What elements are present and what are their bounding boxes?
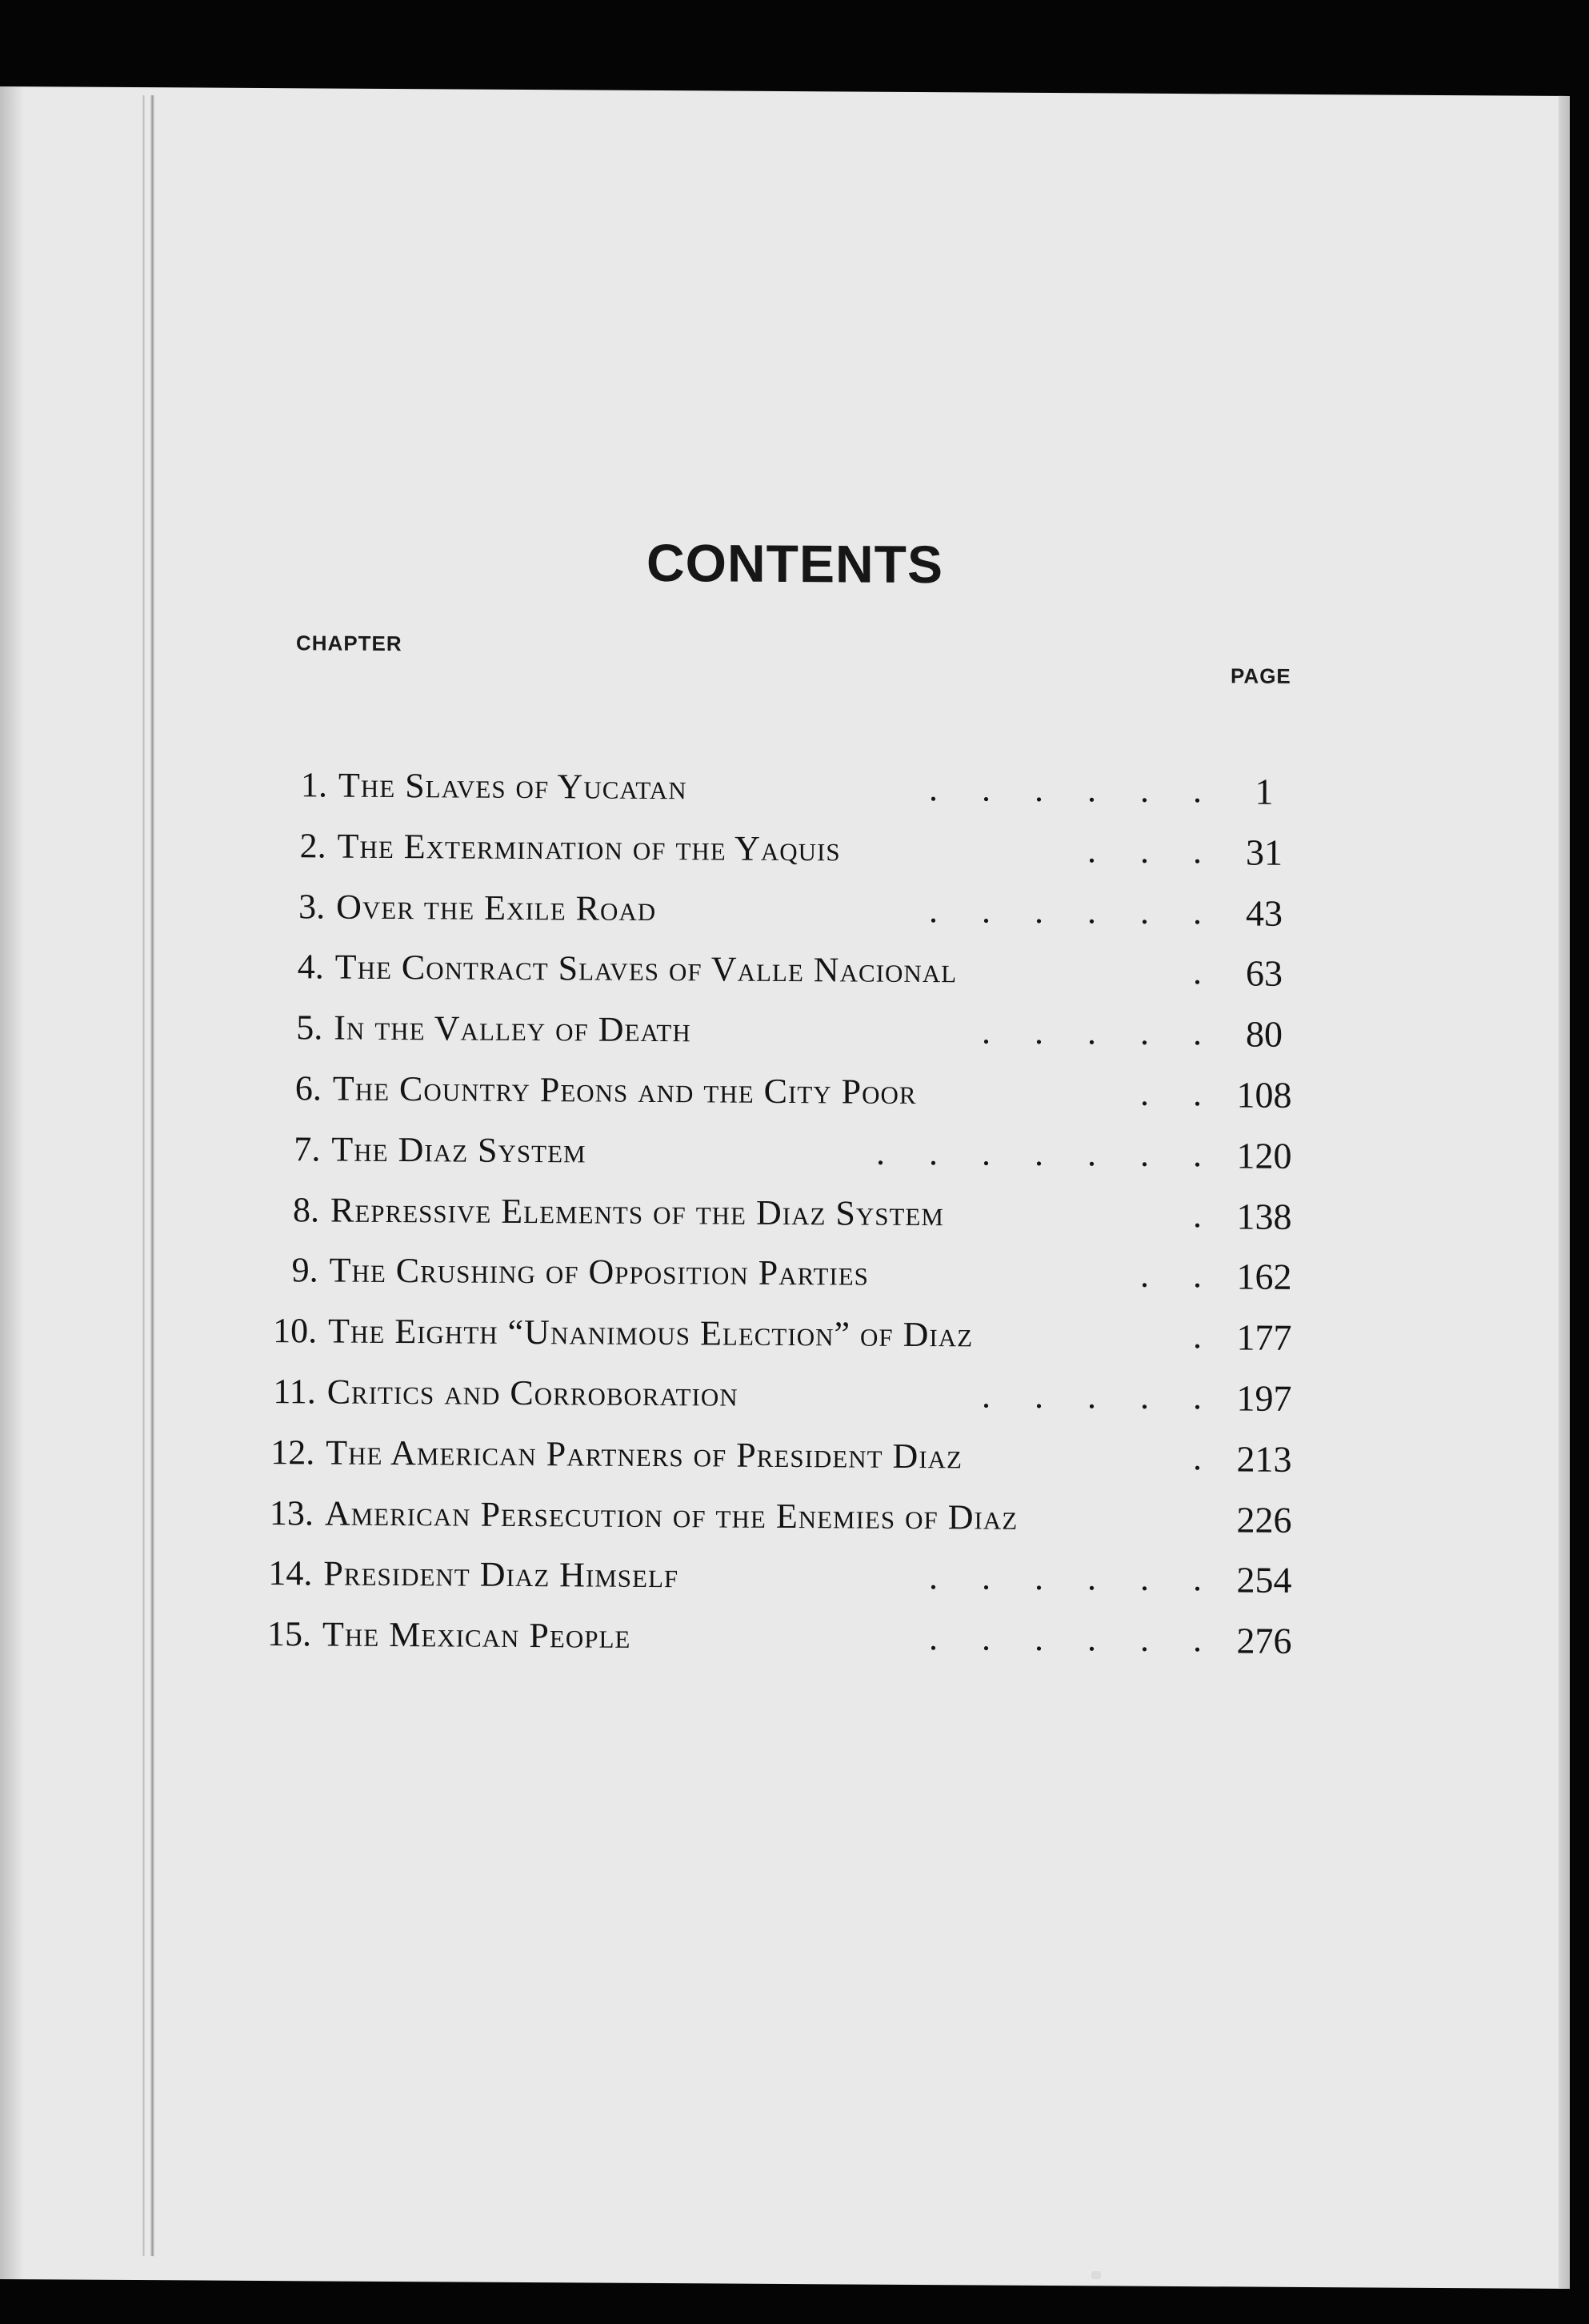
toc-entry [276,764,1296,819]
toc-entry [267,1249,1296,1304]
toc-entry-number: 10. [273,1311,318,1351]
toc-entry-number: 12. [270,1432,315,1473]
toc-entry [263,1432,1296,1486]
toc-entry-number: 11. [273,1372,316,1412]
toc-entry-leader: . [1192,952,1219,992]
toc-entry-leader: . . . [1087,831,1219,872]
toc-entry-number: 8. [293,1189,319,1230]
toc-entry-title: In the Valley of Death [334,1008,691,1050]
toc-entry-page: 213 [1236,1438,1292,1480]
toc-entry-leader: . . . . . . [929,1618,1219,1660]
toc-entry-leader: . . . . . . [928,890,1219,932]
toc-entry-leader: . . . . . . [928,1557,1219,1599]
toc-entry [275,825,1296,880]
toc-entry [268,1189,1296,1244]
chapter-column-label: CHAPTER [296,631,402,656]
toc-entry-number: 6. [294,1068,322,1108]
toc-entry-title: The Contract Slaves of Valle Nacional [334,947,958,991]
page-column-label: PAGE [1231,663,1291,688]
toc-entry-leader: . . [1139,1256,1219,1296]
toc-entry-number: 2. [299,826,326,866]
toc-entry-leader: . [1192,1437,1219,1478]
page-content [0,86,1570,2289]
toc-entry-number: 15. [267,1614,311,1654]
toc-entry-page: 177 [1236,1316,1292,1359]
toc-entry-page: 31 [1245,831,1283,873]
toc-entry-page: 226 [1236,1499,1292,1541]
toc-entry-title: The Diaz System [331,1129,586,1171]
toc-entry-title: Repressive Elements of the Diaz System [330,1190,944,1233]
toc-entry-leader: . . . . . [981,1012,1219,1053]
scan-speck [1091,2271,1101,2279]
toc-entry-title: The Crushing of Opposition Parties [329,1250,869,1294]
toc-entry [269,1128,1296,1183]
toc-entry-title: The American Partners of President Diaz [326,1432,963,1477]
toc-entry [271,1007,1296,1061]
toc-entry-leader: . [1192,1316,1219,1356]
toc-entry [265,1371,1296,1425]
toc-entry [274,886,1296,940]
toc-entry-page: 138 [1236,1196,1292,1237]
toc-entry-page: 120 [1236,1135,1292,1176]
toc-entry-number: 7. [294,1129,321,1169]
toc-entry-leader: . . [1139,1073,1219,1114]
toc-entry-page: 1 [1255,771,1274,812]
toc-entry-number: 5. [296,1008,323,1048]
toc-entry-page: 276 [1236,1620,1292,1662]
contents-heading: CONTENTS [646,532,943,595]
toc-entry-number: 4. [297,947,324,987]
toc-entry-title: American Persecution of the Enemies of Diaz [324,1493,1019,1537]
toc-entry-page: 197 [1236,1377,1292,1419]
toc-entry-page: 63 [1245,952,1283,995]
book-page [0,86,1570,2289]
toc-entry-page: 108 [1236,1074,1292,1116]
toc-entry-title: The Extermination of the Yaquis [337,826,841,869]
toc-entry [266,1310,1296,1364]
toc-entry-page: 43 [1245,892,1283,934]
toc-entry-leader: . . . . . . [929,769,1219,811]
toc-entry [260,1613,1296,1668]
toc-entry-number: 13. [269,1493,314,1533]
toc-entry [273,946,1296,1000]
toc-entry-leader: . . . . . . . [875,1132,1219,1175]
toc-entry-title: The Mexican People [322,1614,631,1657]
toc-entry-title: The Slaves of Yucatan [338,765,687,807]
toc-entry-number: 9. [291,1250,318,1290]
toc-entry-page: 80 [1245,1013,1283,1055]
toc-entry-page: 254 [1236,1559,1292,1601]
toc-entry [262,1493,1296,1547]
toc-entry-page: 162 [1236,1256,1292,1298]
toc-entry-number: 14. [268,1553,313,1593]
toc-entry [270,1068,1296,1122]
toc-entry-title: Critics and Corroboration [326,1372,738,1414]
toc-entry-number: 3. [298,886,326,927]
toc-entry-title: President Diaz Himself [323,1553,679,1596]
toc-entry-title: Over the Exile Road [336,887,657,928]
toc-entry-number: 1. [301,765,327,805]
toc-entry-leader: . . . . . [981,1376,1219,1417]
toc-entry-leader: . [1193,1195,1219,1235]
toc-entry-title: The Country Peons and the City Poor [332,1068,917,1112]
toc-entry-title: The Eighth “Unanimous Election” of Diaz [328,1311,974,1355]
toc-entry [261,1553,1296,1607]
